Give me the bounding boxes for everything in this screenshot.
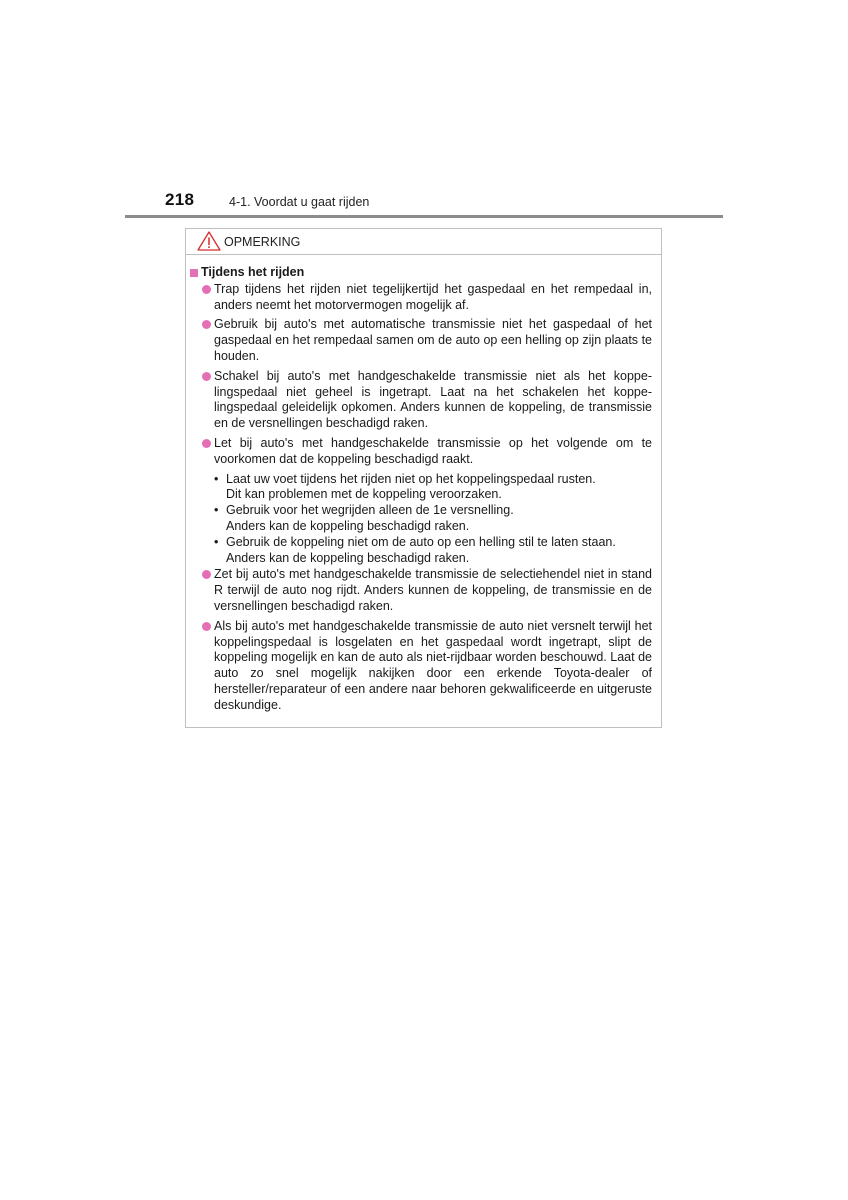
notice-point [190, 317, 658, 364]
circle-bullet-icon [202, 285, 211, 294]
warning-triangle-icon [197, 231, 221, 251]
circle-bullet-icon [202, 372, 211, 381]
notice-point [190, 436, 658, 566]
subpoint [214, 503, 652, 535]
subpoint-list [214, 472, 652, 567]
circle-bullet-icon [202, 622, 211, 631]
notice-point-text: Let bij auto's met handgeschakelde transmissie op het volgende om te voorkomen dat de koppeling beschadigd raakt. [214, 435, 652, 466]
notice-point [190, 567, 658, 614]
notice-header [186, 229, 661, 255]
notice-title: OPMERKING [224, 235, 301, 249]
notice-point-text: Gebruik bij auto's met automatische transmissie niet het gaspedaal of het gaspedaal en het rempedaal samen om de auto op een helling op zijn plaats te houden. [214, 317, 652, 363]
circle-bullet-icon [202, 439, 211, 448]
notice-box [185, 228, 662, 728]
subheading [190, 265, 658, 281]
notice-point-text: Trap tijdens het rijden niet tegelijkertijd het gaspedaal en het rempedaal in, anders neemt het motorvermogen mogelijk af. [214, 281, 652, 312]
circle-bullet-icon [202, 570, 211, 579]
subpoint [214, 472, 652, 504]
subpoint-line: Anders kan de koppeling beschadigd raken. [226, 518, 470, 533]
circle-bullet-icon [202, 320, 211, 329]
square-marker-icon [190, 269, 198, 277]
subpoint-bullet: • [214, 534, 219, 549]
notice-body [190, 265, 658, 718]
subpoint-line: Laat uw voet tijdens het rijden niet op het koppelingspedaal rusten. [226, 471, 596, 486]
subpoint-bullet: • [214, 503, 219, 518]
subpoint-line: Gebruik voor het wegrijden alleen de 1e versnelling. [226, 503, 514, 518]
notice-point [190, 282, 658, 314]
subpoint-line: Anders kan de koppeling beschadigd raken. [226, 550, 470, 565]
subheading-text: Tijdens het rijden [201, 265, 305, 279]
subpoint-line: Gebruik de koppeling niet om de auto op een helling stil te laten staan. [226, 534, 616, 549]
notice-point-text: Als bij auto's met handgeschakelde transmissie de auto niet versnelt terwijl het koppelingspedaal is losgelaten en het gaspedaal wordt ingetrapt, slipt de koppeling mogelijk en kan de auto als niet-rijdbaar worden beschouwd. Laat de auto zo snel mogelijk nakijken door een erkende Toyota-dealer of hersteller/reparateur of een andere naar behoren gekwalificeerde en uitgeruste deskundige. [214, 618, 652, 712]
notice-point [190, 369, 658, 432]
subpoint [214, 535, 652, 567]
header-rule [125, 215, 723, 218]
subpoint-bullet: • [214, 471, 219, 486]
notice-point-text: Zet bij auto's met handgeschakelde transmissie de selectiehendel niet in stand R terwijl de auto nog rijdt. Anders kunnen de koppeling, de transmissie en de versnellingen beschadigd raken. [214, 567, 652, 613]
section-title: 4-1. Voordat u gaat rijden [229, 195, 370, 209]
subpoint-line: Dit kan problemen met de koppeling veroorzaken. [226, 487, 502, 502]
notice-point [190, 619, 658, 714]
page-number: 218 [165, 190, 195, 209]
notice-point-text: Schakel bij auto's met handgeschakelde transmissie niet als het koppelingspedaal niet geheel is ingetrapt. Laat na het schakelen het koppelingspedaal geleidelijk opkomen. Anders kunnen de koppeling, de transmissie en de versnellingen beschadigd raken. [214, 368, 652, 431]
